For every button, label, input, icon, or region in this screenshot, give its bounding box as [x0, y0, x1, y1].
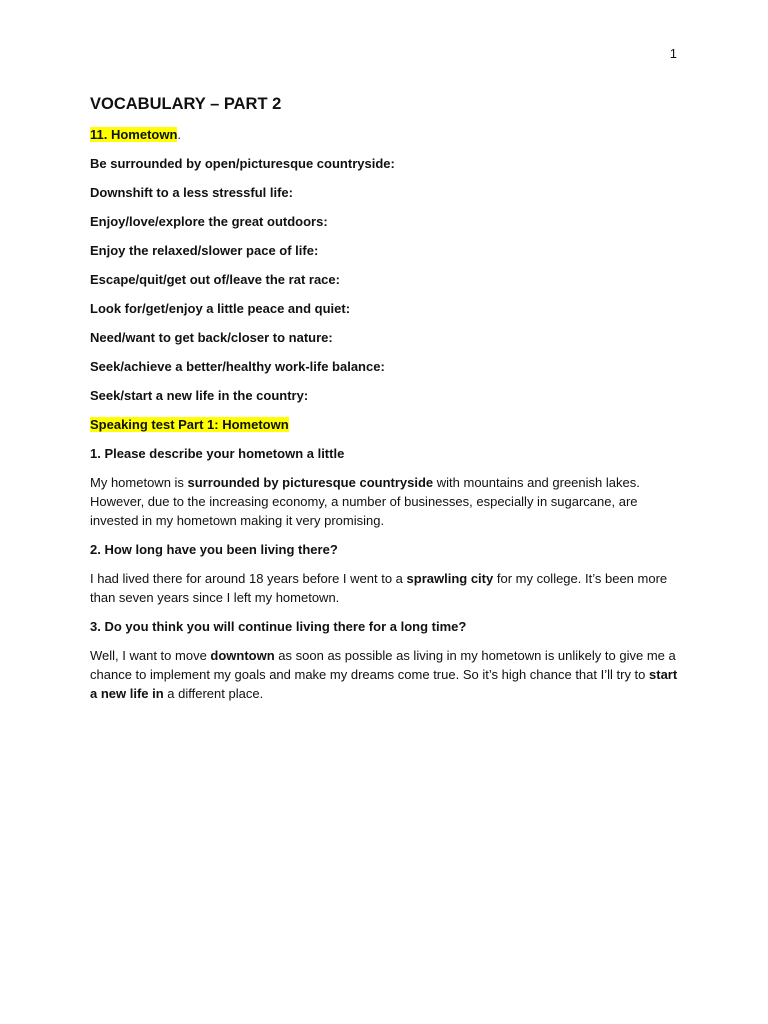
answer-2-text-end: for my college. It’s been more than seven years since I left my hometown.	[90, 571, 668, 605]
answer-3-bold: downtown	[210, 648, 275, 663]
vocab-item: Enjoy/love/explore the great outdoors:	[90, 214, 328, 229]
vocab-item: Look for/get/enjoy a little peace and quiet:	[90, 301, 351, 316]
page-title: VOCABULARY – PART 2	[90, 95, 282, 113]
answer-3	[90, 646, 680, 703]
section-heading-highlight: 11. Hometown	[90, 127, 178, 142]
answer-3-text-end: a different place.	[163, 686, 264, 701]
answer-1-bold: surrounded by picturesque countryside	[187, 475, 434, 490]
section-heading-suffix: .	[177, 127, 182, 142]
question-2: 2. How long have you been living there?	[90, 542, 338, 557]
vocab-item: Seek/start a new life in the country:	[90, 388, 309, 403]
answer-3-bold-2: start a new life in	[90, 667, 678, 701]
answer-2-bold: sprawling city	[406, 571, 494, 586]
vocab-item: Downshift to a less stressful life:	[90, 185, 293, 200]
question-1: 1. Please describe your hometown a little	[90, 446, 345, 461]
answer-2	[90, 569, 680, 607]
document-body	[90, 93, 680, 713]
vocab-item: Escape/quit/get out of/leave the rat race:	[90, 272, 340, 287]
answer-2-text: I had lived there for around 18 years before I went to a	[90, 571, 407, 586]
vocab-item: Seek/achieve a better/healthy work-life balance:	[90, 359, 385, 374]
vocab-item: Be surrounded by open/picturesque countryside:	[90, 156, 395, 171]
vocab-item: Enjoy the relaxed/slower pace of life:	[90, 243, 319, 258]
speaking-heading-highlight: Speaking test Part 1: Hometown	[90, 417, 289, 432]
answer-1-text-end: with mountains and greenish lakes. However, due to the increasing economy, a number of businesses, especially in sugarcane, are invested in my hometown making it very promising.	[90, 475, 640, 528]
question-3: 3. Do you think you will continue living there for a long time?	[90, 619, 467, 634]
section-heading	[90, 125, 680, 144]
speaking-heading	[90, 415, 680, 434]
answer-3-text-mid: as soon as possible as living in my hometown is unlikely to give me a chance to implement my goals and make my dreams come true. So it’s high chance that I’ll try to	[90, 648, 676, 682]
page-number: 1	[669, 46, 677, 61]
vocab-item: Need/want to get back/closer to nature:	[90, 330, 333, 345]
answer-1-text: My hometown is	[90, 475, 188, 490]
answer-1	[90, 473, 680, 530]
answer-3-text: Well, I want to move	[90, 648, 211, 663]
